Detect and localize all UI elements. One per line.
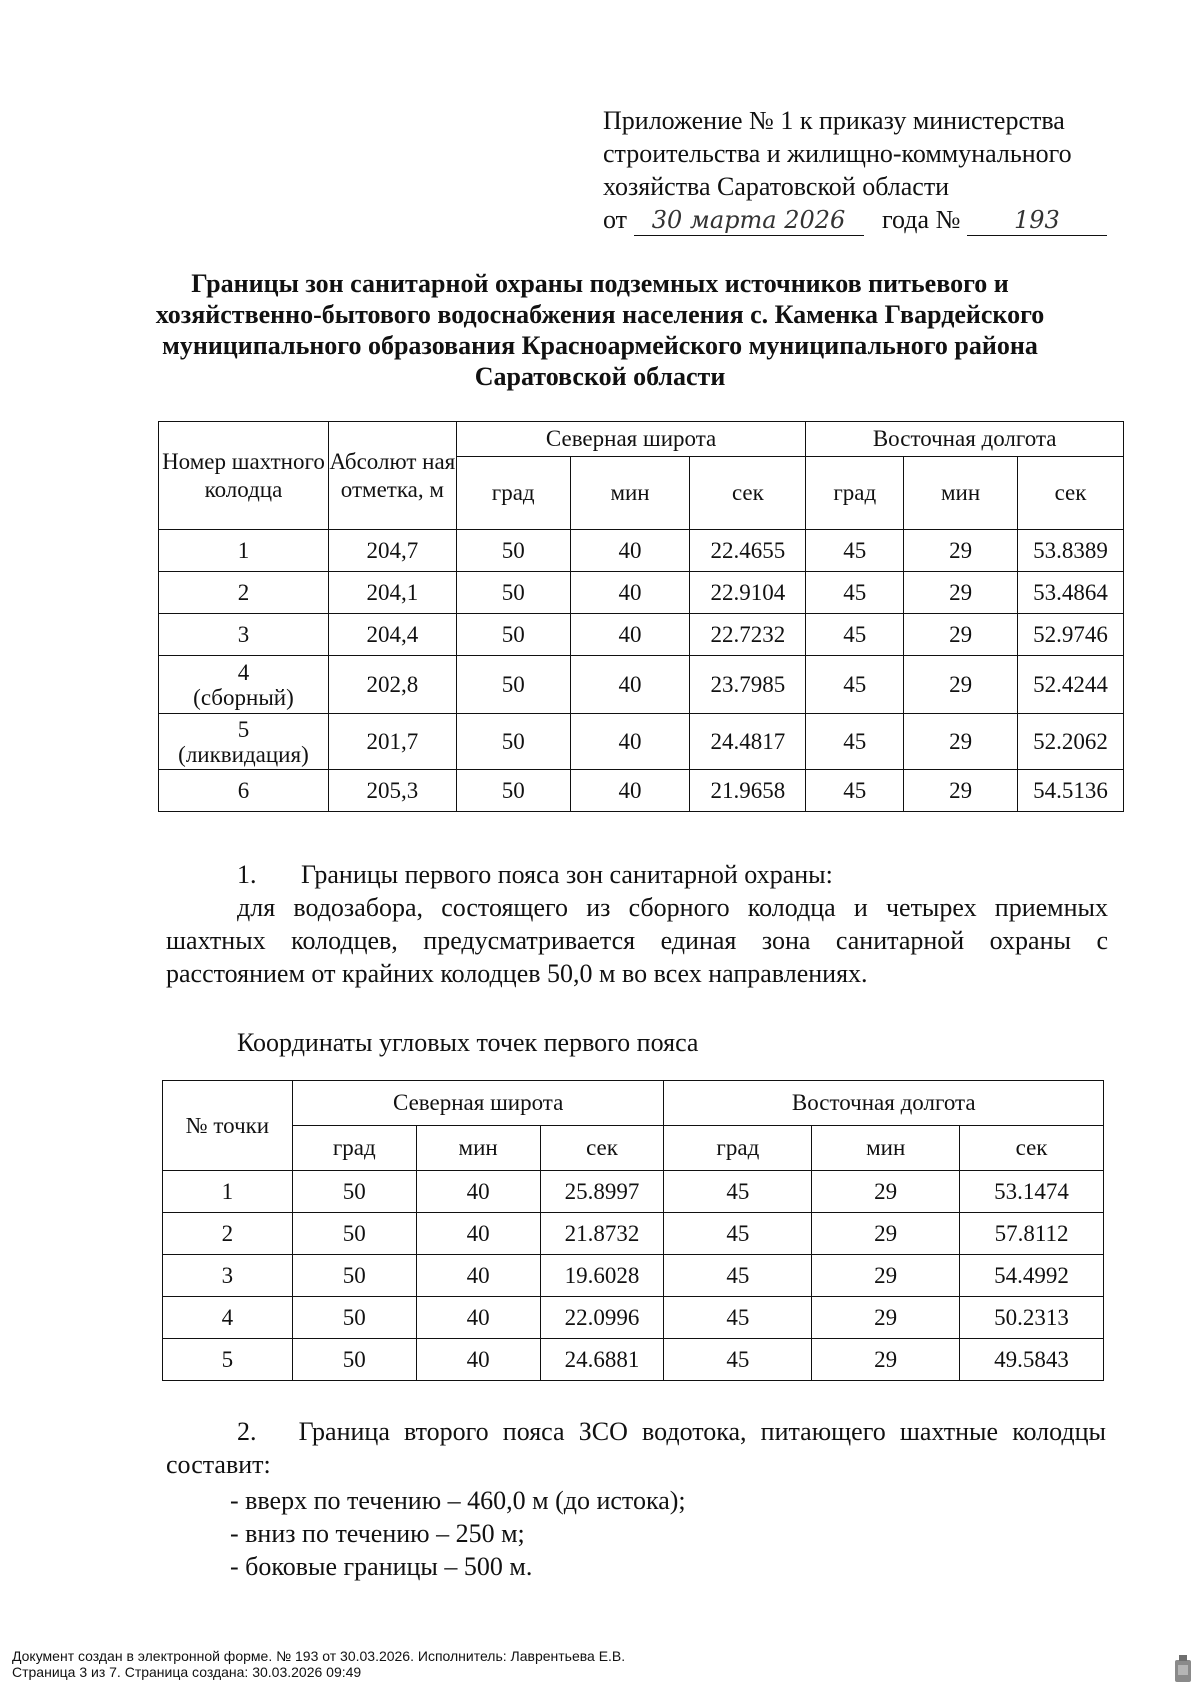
cell-e-sec: 53.8389: [1018, 530, 1124, 572]
cell-e-sec: 54.5136: [1018, 770, 1124, 812]
cell-e-deg: 45: [806, 614, 904, 656]
cell-n-min: 40: [570, 770, 690, 812]
cell-e-deg: 45: [806, 770, 904, 812]
cell-num: 5 (ликвидация): [159, 714, 329, 770]
cell-n-min: 40: [570, 572, 690, 614]
section-1-heading-text: Границы первого пояса зон санитарной охраны:: [301, 860, 833, 889]
cell-num: 4 (сборный): [159, 656, 329, 714]
cell-n-deg: 50: [456, 530, 570, 572]
year-label: года №: [882, 205, 961, 234]
section-2-text: [166, 1415, 1106, 1481]
cell-n-sec: 24.4817: [690, 714, 806, 770]
cell-n-sec: 22.0996: [540, 1297, 664, 1339]
header-north-deg: град: [292, 1126, 416, 1171]
cell-n-min: 40: [416, 1297, 540, 1339]
cell-n-sec: 22.7232: [690, 614, 806, 656]
cell-n-min: 40: [570, 656, 690, 714]
cell-n-sec: 23.7985: [690, 656, 806, 714]
handwritten-date: 30 марта 2026: [634, 205, 864, 236]
cell-num: 2: [163, 1213, 293, 1255]
cell-n-deg: 50: [292, 1339, 416, 1381]
cell-e-deg: 45: [664, 1339, 812, 1381]
cell-e-sec: 53.4864: [1018, 572, 1124, 614]
table-row: [163, 1171, 1104, 1213]
cell-alt: 201,7: [328, 714, 456, 770]
cell-n-deg: 50: [456, 572, 570, 614]
points-table: [162, 1080, 1104, 1381]
cell-e-sec: 49.5843: [960, 1339, 1104, 1381]
section-2-list: [230, 1484, 686, 1583]
cell-e-sec: 53.1474: [960, 1171, 1104, 1213]
section-2-body: Граница второго пояса ЗСО водотока, питающего шахтные колодцы составит:: [166, 1417, 1106, 1479]
cell-num: 5: [163, 1339, 293, 1381]
cell-e-min: 29: [812, 1297, 960, 1339]
header-east-sec: сек: [960, 1126, 1104, 1171]
header-point: № точки: [163, 1081, 293, 1171]
appendix-line-3: хозяйства Саратовской области: [603, 172, 950, 201]
cell-e-min: 29: [904, 656, 1018, 714]
table-row: [163, 1213, 1104, 1255]
cell-e-deg: 45: [806, 572, 904, 614]
section-1-number: 1.: [237, 860, 257, 889]
table-row: [159, 770, 1124, 812]
header-well-number: Номер шахтного колодца: [159, 422, 329, 530]
section-1: [166, 858, 1108, 990]
cell-n-min: 40: [416, 1171, 540, 1213]
list-item: - боковые границы – 500 м.: [230, 1552, 533, 1581]
cell-e-min: 29: [812, 1255, 960, 1297]
cell-e-sec: 52.2062: [1018, 714, 1124, 770]
header-north: Северная широта: [292, 1081, 664, 1126]
cell-alt: 204,7: [328, 530, 456, 572]
appendix-date-line: [603, 203, 1123, 236]
table-row: [159, 530, 1124, 572]
cell-n-deg: 50: [456, 614, 570, 656]
table-row: [159, 656, 1124, 714]
appendix-block: [603, 104, 1123, 236]
cell-n-min: 40: [416, 1213, 540, 1255]
cell-n-deg: 50: [292, 1255, 416, 1297]
cell-e-min: 29: [812, 1171, 960, 1213]
header-east-deg: град: [806, 457, 904, 530]
cell-n-min: 40: [570, 714, 690, 770]
cell-alt: 204,4: [328, 614, 456, 656]
list-item: - вниз по течению – 250 м;: [230, 1519, 525, 1548]
table-row: [163, 1255, 1104, 1297]
cell-note: (сборный): [193, 684, 294, 710]
cell-n-deg: 50: [456, 714, 570, 770]
header-north-min: мин: [416, 1126, 540, 1171]
coords-caption: Координаты угловых точек первого пояса: [237, 1028, 699, 1057]
cell-e-sec: 50.2313: [960, 1297, 1104, 1339]
cell-n-deg: 50: [456, 656, 570, 714]
cell-e-deg: 45: [806, 714, 904, 770]
cell-alt: 204,1: [328, 572, 456, 614]
header-east-min: мин: [904, 457, 1018, 530]
cell-n-deg: 50: [292, 1213, 416, 1255]
cell-num: 6: [159, 770, 329, 812]
cell-e-sec: 52.9746: [1018, 614, 1124, 656]
header-east-sec: сек: [1018, 457, 1124, 530]
section-2-number: 2.: [237, 1417, 257, 1446]
header-north-sec: сек: [690, 457, 806, 530]
table-row: [159, 714, 1124, 770]
cell-e-min: 29: [904, 530, 1018, 572]
table-row: [159, 614, 1124, 656]
handwritten-number: 193: [967, 205, 1107, 236]
cell-n-min: 40: [416, 1339, 540, 1381]
cell-e-min: 29: [904, 770, 1018, 812]
header-east-deg: град: [664, 1126, 812, 1171]
cell-e-min: 29: [812, 1213, 960, 1255]
cell-num: 3: [159, 614, 329, 656]
cell-alt: 205,3: [328, 770, 456, 812]
cell-num: 4: [163, 1297, 293, 1339]
from-label: от: [603, 205, 628, 234]
cell-n-sec: 19.6028: [540, 1255, 664, 1297]
cell-alt: 202,8: [328, 656, 456, 714]
cell-note: (ликвидация): [178, 741, 309, 767]
cell-n-deg: 50: [456, 770, 570, 812]
cell-num: 3: [163, 1255, 293, 1297]
cell-e-deg: 45: [664, 1171, 812, 1213]
footer-line-2: Страница 3 из 7. Страница создана: 30.03.2026 09:49: [12, 1664, 362, 1680]
cell-n-sec: 21.8732: [540, 1213, 664, 1255]
appendix-line-1: Приложение № 1 к приказу министерства: [603, 106, 1065, 135]
header-north: Северная широта: [456, 422, 806, 457]
cell-e-deg: 45: [664, 1255, 812, 1297]
cell-n-min: 40: [570, 614, 690, 656]
header-east-min: мин: [812, 1126, 960, 1171]
section-1-heading: [166, 858, 1108, 891]
wells-table: [158, 421, 1124, 812]
coords-caption-block: [166, 1026, 1108, 1059]
document-title: Границы зон санитарной охраны подземных источников питьевого и хозяйственно-бытового водоснабжения населения с. Каменка Гвардейского муниципального образования Красноармейского муниципального района Саратовской области: [155, 269, 1045, 391]
electronic-document-footer: [12, 1648, 625, 1680]
cell-n-deg: 50: [292, 1171, 416, 1213]
cell-e-deg: 45: [806, 656, 904, 714]
cell-e-sec: 52.4244: [1018, 656, 1124, 714]
header-north-min: мин: [570, 457, 690, 530]
cell-n-sec: 25.8997: [540, 1171, 664, 1213]
header-north-sec: сек: [540, 1126, 664, 1171]
header-altitude: Абсолют ная отметка, м: [328, 422, 456, 530]
cell-n-sec: 22.4655: [690, 530, 806, 572]
section-1-text: для водозабора, состоящего из сборного колодца и четырех приемных шахтных колодцев, предусматривается единая зона санитарной охраны с расстоянием от крайних колодцев 50,0 м во всех направлениях.: [166, 893, 1108, 988]
cell-e-min: 29: [904, 714, 1018, 770]
header-east: Восточная долгота: [664, 1081, 1104, 1126]
table-row: [163, 1339, 1104, 1381]
list-item: - вверх по течению – 460,0 м (до истока);: [230, 1486, 686, 1515]
table-row: [159, 572, 1124, 614]
header-north-deg: град: [456, 457, 570, 530]
cell-n-min: 40: [570, 530, 690, 572]
cell-n-min: 40: [416, 1255, 540, 1297]
cell-n-sec: 24.6881: [540, 1339, 664, 1381]
header-east: Восточная долгота: [806, 422, 1124, 457]
cell-e-sec: 54.4992: [960, 1255, 1104, 1297]
cell-num: 1: [163, 1171, 293, 1213]
cell-num: 2: [159, 572, 329, 614]
section-2: [166, 1415, 1106, 1481]
coat-of-arms-icon: [1174, 1654, 1192, 1684]
cell-n-deg: 50: [292, 1297, 416, 1339]
cell-e-deg: 45: [664, 1297, 812, 1339]
appendix-line-2: строительства и жилищно-коммунального: [603, 139, 1072, 168]
table-row: [163, 1297, 1104, 1339]
cell-e-deg: 45: [664, 1213, 812, 1255]
cell-e-min: 29: [812, 1339, 960, 1381]
cell-e-min: 29: [904, 572, 1018, 614]
cell-e-sec: 57.8112: [960, 1213, 1104, 1255]
cell-e-min: 29: [904, 614, 1018, 656]
cell-n-sec: 22.9104: [690, 572, 806, 614]
cell-n-sec: 21.9658: [690, 770, 806, 812]
cell-num: 1: [159, 530, 329, 572]
cell-e-deg: 45: [806, 530, 904, 572]
footer-line-1: Документ создан в электронной форме. № 193 от 30.03.2026. Исполнитель: Лаврентьева Е.В.: [12, 1648, 626, 1664]
